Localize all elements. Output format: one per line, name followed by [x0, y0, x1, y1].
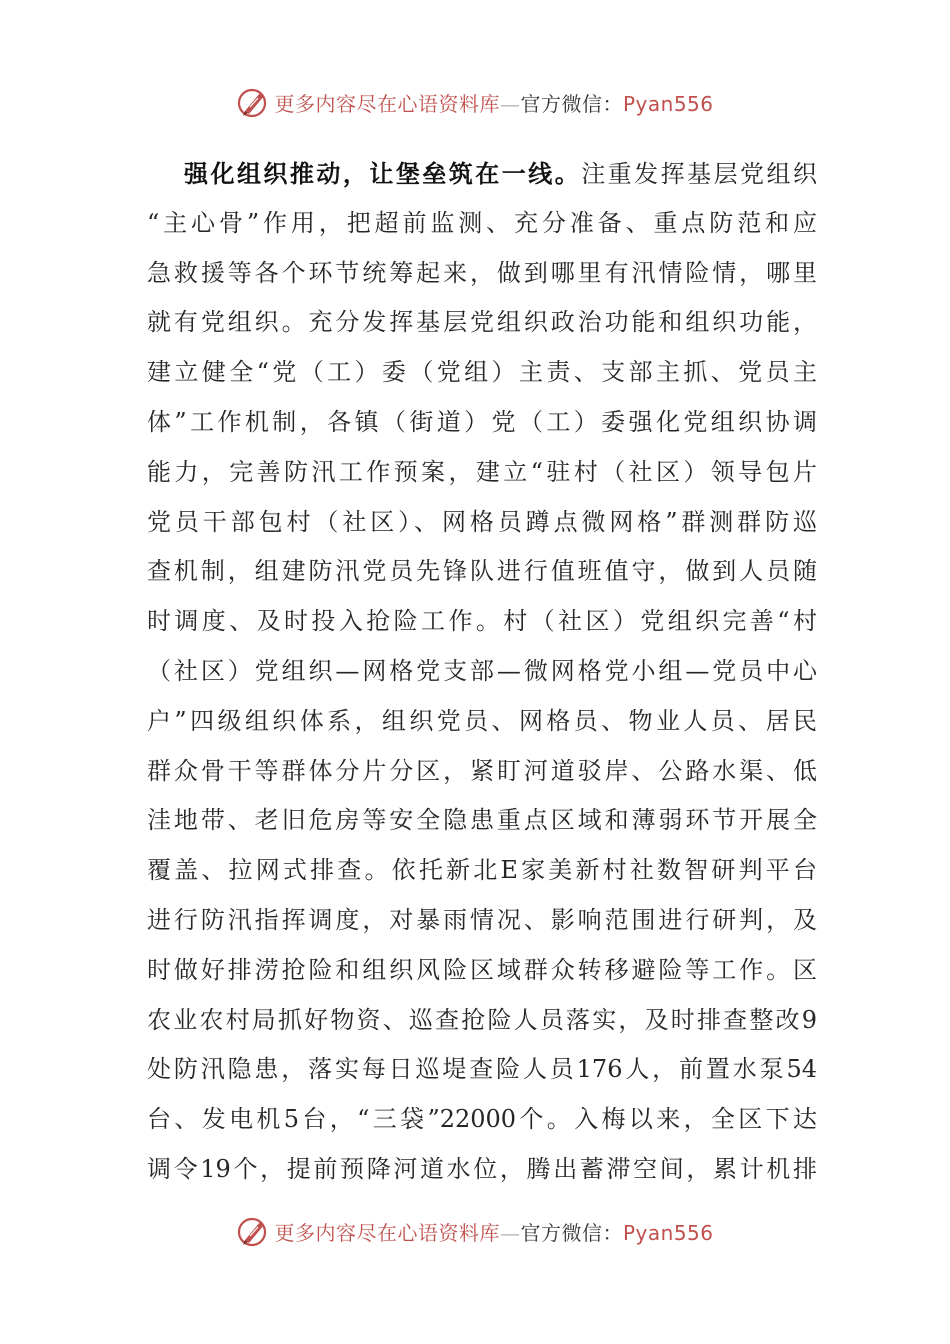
header-label: 官方微信：: [520, 91, 623, 116]
article-line: 查机制，组建防汛党员先锋队进行值班值守，做到人员随: [147, 557, 817, 586]
article-line: 时做好排涝抢险和组织风险区域群众转移避险等工作。区: [147, 955, 817, 984]
header-banner: [0, 82, 950, 122]
footer-text: [274, 1217, 713, 1246]
footer-banner: [0, 1211, 950, 1251]
article-line: [147, 149, 817, 199]
article-body: [147, 149, 817, 1195]
article-line: 党员干部包村（社区）、网格员蹲点微网格”群测群防巡: [147, 507, 817, 536]
article-line: （社区）党组织—网格党支部—微网格党小组—党员中心: [147, 656, 817, 685]
article-line: 急救援等各个环节统筹起来，做到哪里有汛情险情，哪里: [147, 258, 817, 287]
pen-logo-icon: [236, 1214, 270, 1248]
article-line: 台、发电机5台，“三袋”22000个。入梅以来，全区下达: [147, 1105, 817, 1134]
article-line: 建立健全“党（工）委（党组）主责、支部主抓、党员主: [147, 358, 817, 387]
header-dash: —: [499, 91, 521, 116]
pen-logo-icon: [236, 85, 270, 119]
footer-wechat: Pyan556: [622, 1220, 714, 1245]
article-line: 时调度、及时投入抢险工作。村（社区）党组织完善“村: [147, 607, 817, 636]
article-line: 农业农村局抓好物资、巡查抢险人员落实，及时排查整改9: [147, 1005, 817, 1034]
article-line: 户”四级组织体系，组织党员、网格员、物业人员、居民: [147, 706, 817, 735]
footer-site: 更多内容尽在心语资料库: [274, 1220, 500, 1245]
article-lead: 强化组织推动，让堡垒筑在一线。: [184, 159, 582, 188]
article-line: 覆盖、拉网式排查。依托新北E家美新村社数智研判平台: [147, 856, 817, 885]
article-line: 群众骨干等群体分片分区，紧盯河道驳岸、公路水渠、低: [147, 756, 817, 785]
article-line: 就有党组织。充分发挥基层党组织政治功能和组织功能，: [147, 308, 817, 337]
header-wechat: Pyan556: [622, 91, 714, 116]
header-text: [274, 88, 713, 117]
article-line-text: 注重发挥基层党组织: [581, 160, 818, 188]
article-line: “主心骨”作用，把超前监测、充分准备、重点防范和应: [147, 208, 817, 237]
header-site: 更多内容尽在心语资料库: [274, 91, 500, 116]
article-line: 处防汛隐患，落实每日巡堤查险人员176人，前置水泵54: [147, 1055, 817, 1084]
article-line: 洼地带、老旧危房等安全隐患重点区域和薄弱环节开展全: [147, 806, 817, 835]
article-line: 调令19个，提前预降河道水位，腾出蓄滞空间，累计机排: [147, 1154, 817, 1183]
article-line: 能力，完善防汛工作预案，建立“驻村（社区）领导包片: [147, 457, 817, 486]
footer-dash: —: [499, 1220, 521, 1245]
article-line: 进行防汛指挥调度，对暴雨情况、影响范围进行研判，及: [147, 905, 817, 934]
footer-label: 官方微信：: [520, 1220, 623, 1245]
article-line: 体”工作机制，各镇（街道）党（工）委强化党组织协调: [147, 407, 817, 436]
